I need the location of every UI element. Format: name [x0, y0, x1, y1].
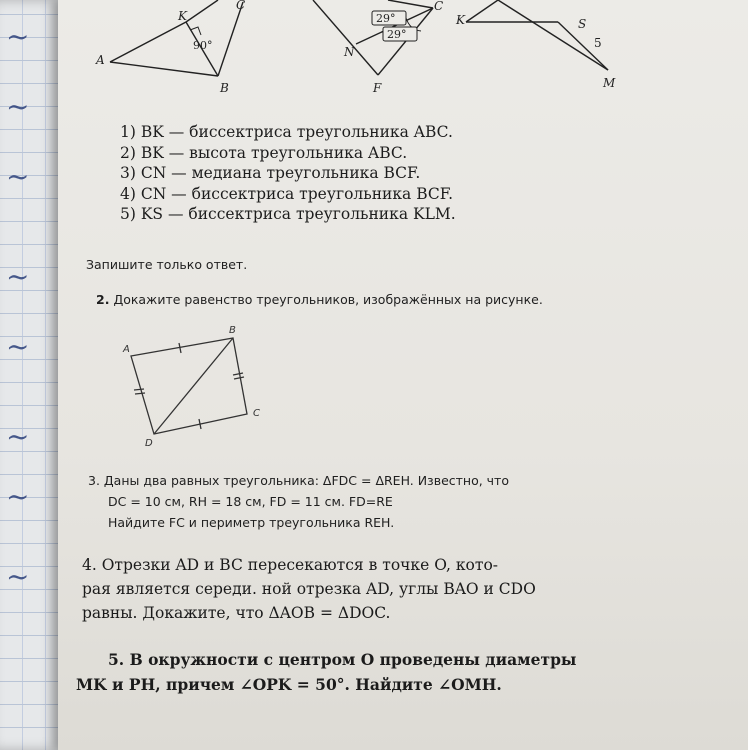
- option-1: 1) BK — биссектриса треугольника ABC.: [120, 123, 453, 141]
- task-number: 2.: [96, 292, 110, 307]
- side-length-label: 5: [594, 36, 602, 50]
- handwriting-scribble: ~: [6, 480, 30, 513]
- task-5-line-1: 5. В окружности с центром O проведены диаметры: [108, 650, 577, 669]
- label-c: C: [236, 0, 246, 12]
- task-4-line-2: рая является середи. ной отрезка AD, углы BAO и CDO: [82, 580, 536, 598]
- top-figures: [88, 0, 728, 100]
- label-b: B: [229, 325, 236, 336]
- worksheet-page: [58, 0, 748, 750]
- label-a: A: [123, 344, 130, 355]
- task-4-line-3: равны. Докажите, что ΔAOB = ΔDOC.: [82, 604, 391, 622]
- label-f: F: [373, 81, 382, 95]
- label-k: K: [456, 13, 465, 27]
- task-3-line-3: Найдите FC и периметр треугольника REH.: [108, 515, 395, 530]
- task-4-line-1: 4. Отрезки AD и BC пересекаются в точке O, кото-: [82, 556, 499, 574]
- handwriting-scribble: ~: [6, 420, 30, 453]
- task-4: [82, 553, 536, 625]
- label-d: D: [145, 438, 153, 449]
- option-3: 3) CN — медиана треугольника BCF.: [120, 164, 421, 182]
- handwriting-scribble: ~: [6, 20, 30, 53]
- label-c: C: [434, 0, 444, 13]
- task-3: [88, 470, 509, 533]
- handwriting-scribble: ~: [6, 330, 30, 363]
- handwriting-scribble: ~: [6, 160, 30, 193]
- label-k: K: [178, 9, 187, 23]
- task-5-line-2: MK и PH, причем ∠OPK = 50°. Найдите ∠OMH.: [76, 675, 502, 694]
- label-c: C: [253, 408, 260, 419]
- handwriting-scribble: ~: [6, 260, 30, 293]
- handwriting-scribble: ~: [6, 560, 30, 593]
- angle-29-label: 29°: [376, 12, 396, 25]
- task-text: Докажите равенство треугольников, изображённых на рисунке.: [113, 292, 543, 307]
- task-3-line-1: 3. Даны два равных треугольника: ΔFDC = ΔREH. Известно, что: [88, 473, 509, 488]
- option-5: 5) KS — биссектриса треугольника KLM.: [120, 205, 456, 223]
- answer-instruction: Запишите только ответ.: [86, 257, 248, 272]
- triangle-abc-figure: [110, 0, 246, 76]
- label-n: N: [344, 45, 355, 59]
- option-2: 2) BK — высота треугольника ABC.: [120, 143, 408, 162]
- handwriting-scribble: ~: [6, 90, 30, 123]
- label-b: B: [220, 81, 229, 95]
- answer-options: [120, 122, 456, 225]
- triangle-klm-figure: [466, 0, 608, 70]
- quadrilateral-figure: [113, 320, 343, 454]
- angle-label: 90°: [193, 39, 213, 52]
- angle-29-label: 29°: [387, 28, 407, 41]
- task-2: [96, 292, 543, 307]
- label-s: S: [578, 17, 587, 31]
- task-5: [76, 647, 576, 697]
- label-a: A: [96, 53, 105, 67]
- option-4: 4) CN — биссектриса треугольника BCF.: [120, 184, 454, 203]
- task-3-line-2: DC = 10 см, RH = 18 см, FD = 11 см. FD=RE: [108, 494, 393, 509]
- label-m: M: [603, 76, 616, 90]
